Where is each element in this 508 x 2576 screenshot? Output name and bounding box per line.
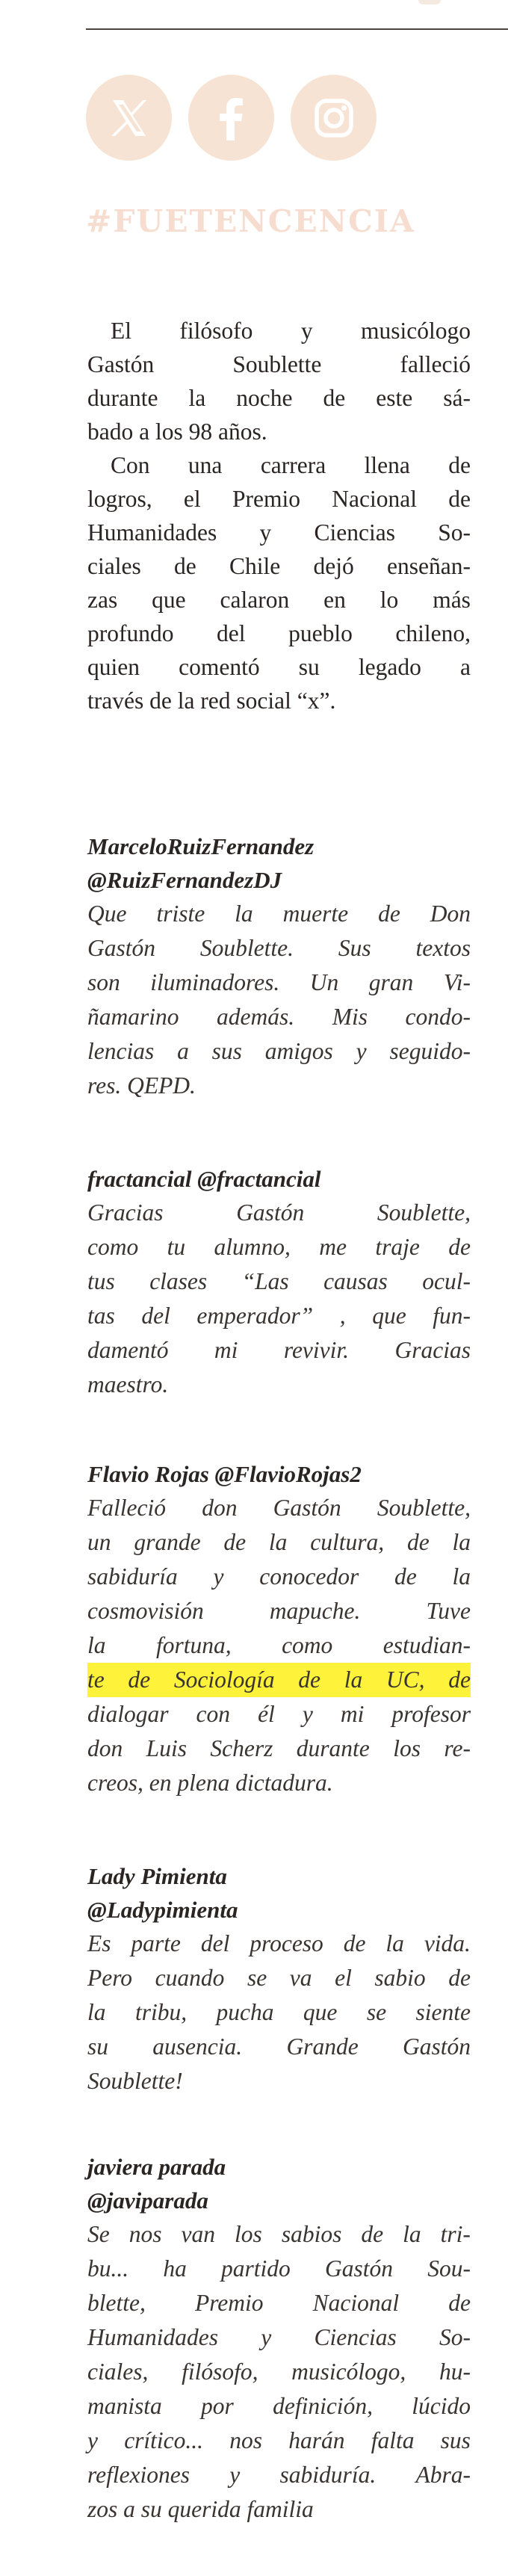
social-post [87, 2150, 471, 2527]
social-post [87, 1859, 471, 2098]
text-line: Con una carrera llena de [111, 452, 471, 478]
text-line: la fortuna, como estudian- [87, 1632, 471, 1658]
text-line: durante la noche de este sá- [87, 385, 471, 411]
author-line: fractancial @fractancial [87, 1166, 321, 1192]
post-author [87, 1859, 471, 1927]
text-line: Gracias Gastón Soublette, [87, 1199, 471, 1226]
text-line: través de la red social “x”. [87, 688, 336, 714]
text-line: ciales, filósofo, musicólogo, hu- [87, 2359, 471, 2385]
hashtag: #FUETENCENCIA [86, 203, 415, 239]
author-line: javiera parada [87, 2154, 226, 2180]
text-line: ciales de Chile dejó enseñan- [87, 553, 471, 579]
text-line: El filósofo y musicólogo [111, 318, 471, 344]
text-line: bado a los 98 años. [87, 418, 267, 445]
text-line: manista por definición, lúcido [87, 2393, 471, 2419]
post-text [87, 1927, 471, 2098]
text-line: cosmovisión mapuche. Tuve [87, 1598, 471, 1624]
post-text [87, 1196, 471, 1402]
post-author [87, 2150, 471, 2217]
post-text [87, 2217, 471, 2527]
text-line: dialogar con él y mi profesor [87, 1701, 471, 1727]
text-line: profundo del pueblo chileno, [87, 620, 471, 646]
text-line: quien comentó su legado a [87, 654, 471, 680]
top-decoration [418, 0, 441, 4]
text-line: un grande de la cultura, de la [87, 1529, 471, 1555]
x-share-button[interactable] [86, 75, 172, 161]
text-line: ñamarino además. Mis condo- [87, 1004, 471, 1030]
facebook-share-button[interactable] [188, 75, 274, 161]
text-line: res. QEPD. [87, 1072, 196, 1099]
post-author [87, 1457, 471, 1491]
text-line: damentó mi revivir. Gracias [87, 1337, 471, 1363]
text-line: Falleció don Gastón Soublette, [87, 1495, 471, 1521]
text-line: zos a su querida familia [87, 2496, 314, 2522]
text-line: tus clases “Las causas ocul- [87, 1268, 471, 1294]
text-line: blette, Premio Nacional de [87, 2290, 471, 2316]
author-line: @RuizFernandezDJ [87, 867, 282, 893]
text-line: sabiduría y conocedor de la [87, 1563, 471, 1590]
post-text [87, 897, 471, 1103]
intro-text [87, 314, 471, 717]
intro-paragraph [87, 314, 471, 448]
text-line: Gastón Soublette falleció [87, 351, 471, 377]
intro-paragraph [87, 448, 471, 717]
author-line: @Ladypimienta [87, 1897, 238, 1923]
text-line: su ausencia. Grande Gastón [87, 2033, 471, 2060]
text-line: lencias a sus amigos y seguido- [87, 1038, 471, 1064]
facebook-icon [208, 94, 255, 142]
author-line: Flavio Rojas @FlavioRojas2 [87, 1461, 362, 1487]
text-line: Humanidades y Ciencias So- [87, 2324, 471, 2350]
text-line: Humanidades y Ciencias So- [87, 519, 471, 546]
text-line: reflexiones y sabiduría. Abra- [87, 2462, 471, 2488]
text-line: zas que calaron en lo más [87, 587, 471, 613]
text-line: logros, el Premio Nacional de [87, 486, 471, 512]
social-post [87, 1162, 471, 1402]
instagram-share-button[interactable] [291, 75, 377, 161]
social-post [87, 1457, 471, 1800]
post-author [87, 830, 471, 897]
text-line: Que triste la muerte de Don [87, 901, 471, 927]
text-line: y crítico... nos harán falta sus [87, 2427, 471, 2453]
post-text [87, 1491, 471, 1800]
author-line: @javiparada [87, 2187, 208, 2214]
text-line: don Luis Scherz durante los re- [87, 1735, 471, 1761]
text-line: la tribu, pucha que se siente [87, 1999, 471, 2025]
text-line: Soublette! [87, 2068, 183, 2094]
text-line: son iluminadores. Un gran Vi- [87, 969, 471, 995]
text-line: creos, en plena dictadura. [87, 1770, 333, 1796]
text-line: maestro. [87, 1371, 169, 1397]
author-line: MarceloRuizFernandez [87, 833, 315, 859]
text-line: tas del emperador” , que fun- [87, 1303, 471, 1329]
author-line: Lady Pimienta [87, 1863, 227, 1889]
text-line: Gastón Soublette. Sus textos [87, 935, 471, 961]
instagram-icon [310, 94, 358, 142]
social-post [87, 830, 471, 1103]
top-divider [86, 28, 508, 30]
x-logo-icon [105, 94, 153, 142]
text-line: Se nos van los sabios de la tri- [87, 2221, 471, 2247]
highlighted-text-line: te de Sociología de la UC, de [87, 1663, 471, 1697]
social-icons-row [86, 75, 377, 161]
post-author [87, 1162, 471, 1196]
text-line: Pero cuando se va el sabio de [87, 1965, 471, 1991]
text-line: como tu alumno, me traje de [87, 1234, 471, 1260]
text-line: bu... ha partido Gastón Sou- [87, 2255, 471, 2282]
text-line: Es parte del proceso de la vida. [87, 1930, 471, 1956]
